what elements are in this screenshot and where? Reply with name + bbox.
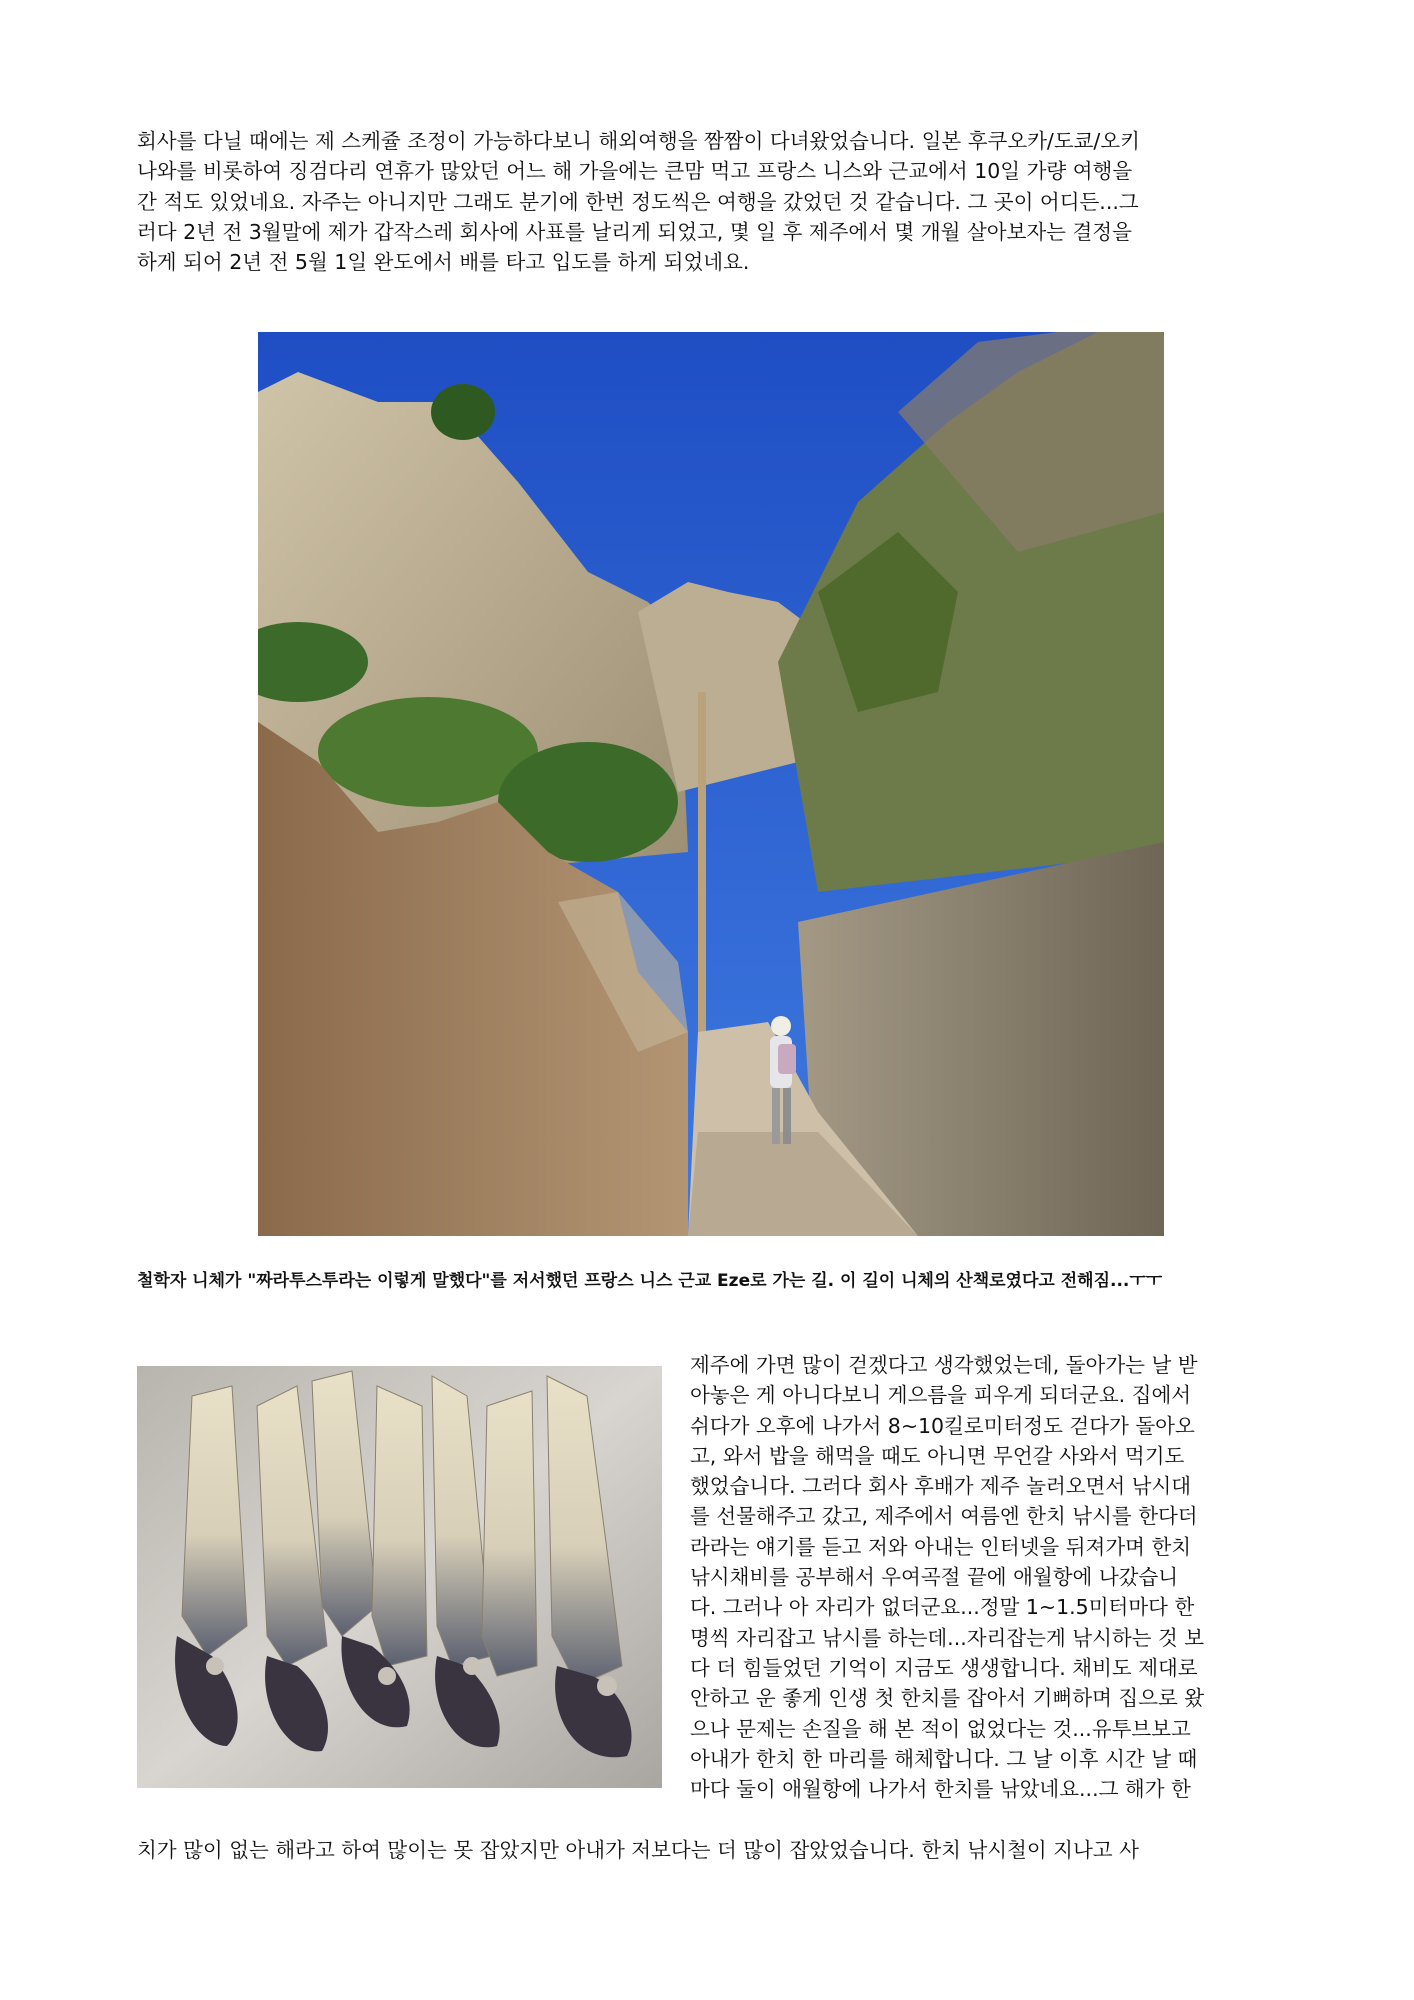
body-paragraph-full — [137, 1835, 1287, 1865]
body-line: 쉬다가 오후에 나가서 8~10킬로미터정도 걷다가 돌아오 — [690, 1413, 1195, 1438]
body-paragraph-wrapped — [690, 1350, 1290, 1804]
intro-line: 러다 2년 전 3월말에 제가 갑작스레 회사에 사표를 날리게 되었고, 몇 일 후 제주에서 몇 개월 살아보자는 결정을 — [137, 219, 1132, 244]
body-line: 했었습니다. 그러다 회사 후배가 제주 놀러오면서 낚시대 — [690, 1474, 1192, 1499]
body-line: 제주에 가면 많이 걷겠다고 생각했었는데, 돌아가는 날 받 — [690, 1353, 1198, 1377]
body-line: 아내가 한치 한 마리를 해체합니다. 그 날 이후 시간 날 때 — [690, 1746, 1198, 1771]
body-line: 낚시채비를 공부해서 우여곡절 끝에 애월항에 나갔습니 — [690, 1565, 1179, 1590]
body-line: 를 선물해주고 갔고, 제주에서 여름엔 한치 낚시를 한다더 — [690, 1504, 1198, 1529]
body-line: 아놓은 게 아니다보니 게으름을 피우게 되더군요. 집에서 — [690, 1383, 1192, 1408]
body-line: 라라는 얘기를 듣고 저와 아내는 인터넷을 뒤져가며 한치 — [690, 1534, 1192, 1559]
body-line: 마다 둘이 애월항에 나가서 한치를 낚았네요...그 해가 한 — [690, 1777, 1191, 1802]
body-line: 고, 와서 밥을 해먹을 때도 아니면 무언갈 사와서 먹기도 — [690, 1443, 1185, 1468]
figure-caption: 철학자 니체가 "짜라투스투라는 이렇게 말했다"를 저서했던 프랑스 니스 근교 Eze로 가는 길. 이 길이 니체의 산책로였다고 전해짐...ㅜㅜ — [137, 1271, 1163, 1291]
body-line: 다. 그러나 아 자리가 없더군요...정말 1~1.5미터마다 한 — [690, 1595, 1195, 1620]
intro-line: 회사를 다닐 때에는 제 스케쥴 조정이 가능하다보니 해외여행을 짬짬이 다녀왔었습니다. 일본 후쿠오카/도쿄/오키 — [137, 129, 1140, 153]
body-line: 안하고 운 좋게 인생 첫 한치를 잡아서 기뻐하며 집으로 왔 — [690, 1686, 1205, 1711]
body-line: 명씩 자리잡고 낚시를 하는데...자리잡는게 낚시하는 것 보 — [690, 1625, 1205, 1650]
squid-photo — [137, 1366, 662, 1788]
body-line: 치가 많이 없는 해라고 하여 많이는 못 잡았지만 아내가 저보다는 더 많이 잡았었습니다. 한치 낚시철이 지나고 사 — [137, 1838, 1139, 1862]
body-line: 으나 문제는 손질을 해 본 적이 없었다는 것...유투브보고 — [690, 1716, 1191, 1741]
body-line: 다 더 힘들었던 기억이 지금도 생생합니다. 채비도 제대로 — [690, 1655, 1198, 1680]
intro-paragraph — [137, 126, 1287, 277]
intro-line: 간 적도 있었네요. 자주는 아니지만 그래도 분기에 한번 정도씩은 여행을 갔었던 것 같습니다. 그 곳이 어디든...그 — [137, 189, 1139, 214]
intro-line: 하게 되어 2년 전 5월 1일 완도에서 배를 타고 입도를 하게 되었네요. — [137, 250, 750, 275]
intro-line: 나와를 비롯하여 징검다리 연휴가 많았던 어느 해 가을에는 큰맘 먹고 프랑스 니스와 근교에서 10일 가량 여행을 — [137, 159, 1133, 184]
eze-path-photo — [258, 332, 1164, 1236]
